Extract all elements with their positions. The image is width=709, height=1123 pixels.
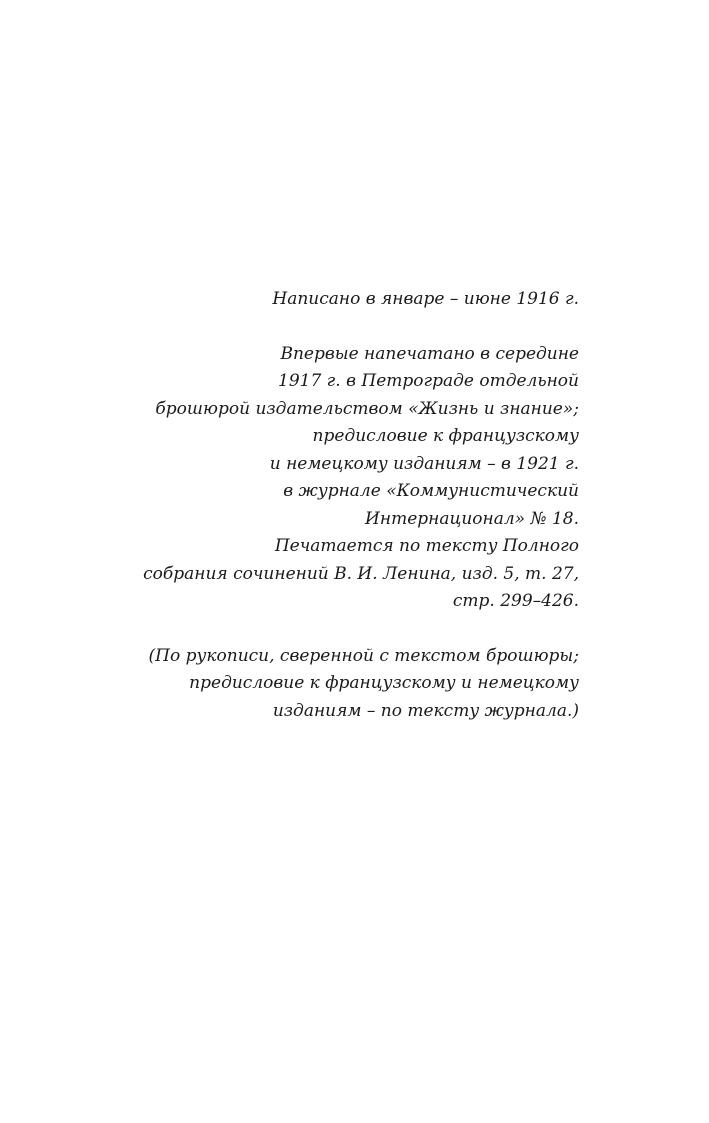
publication-line: Впервые напечатано в середине bbox=[280, 343, 579, 364]
publication-info bbox=[119, 341, 579, 616]
publication-line: брошюрой издательством «Жизнь и знание»; bbox=[155, 398, 579, 419]
source-note-line: (По рукописи, сверенной с текстом брошюры; bbox=[148, 645, 579, 666]
publication-line: предисловие к французскому bbox=[312, 426, 579, 446]
publication-line: и немецкому изданиям – в 1921 г. bbox=[269, 453, 579, 474]
source-note bbox=[119, 643, 579, 726]
publication-line: в журнале «Коммунистический bbox=[283, 481, 579, 501]
publication-line: собрания сочинений В. И. Ленина, изд. 5, т. 27, bbox=[143, 563, 579, 584]
source-note-line: изданиям – по тексту журнала.) bbox=[272, 700, 579, 721]
publication-line: стр. 299–426. bbox=[452, 591, 579, 611]
spacer bbox=[119, 616, 579, 643]
publication-line: Интернационал» № 18. bbox=[365, 508, 579, 529]
source-note-line: предисловие к французскому и немецкому bbox=[189, 673, 579, 693]
written-date-line: Написано в январе – июне 1916 г. bbox=[272, 289, 579, 309]
spacer bbox=[119, 314, 579, 341]
publication-line: 1917 г. в Петрограде отдельной bbox=[278, 371, 579, 391]
publication-notes bbox=[119, 286, 579, 725]
publication-line: Печатается по тексту Полного bbox=[274, 536, 579, 556]
